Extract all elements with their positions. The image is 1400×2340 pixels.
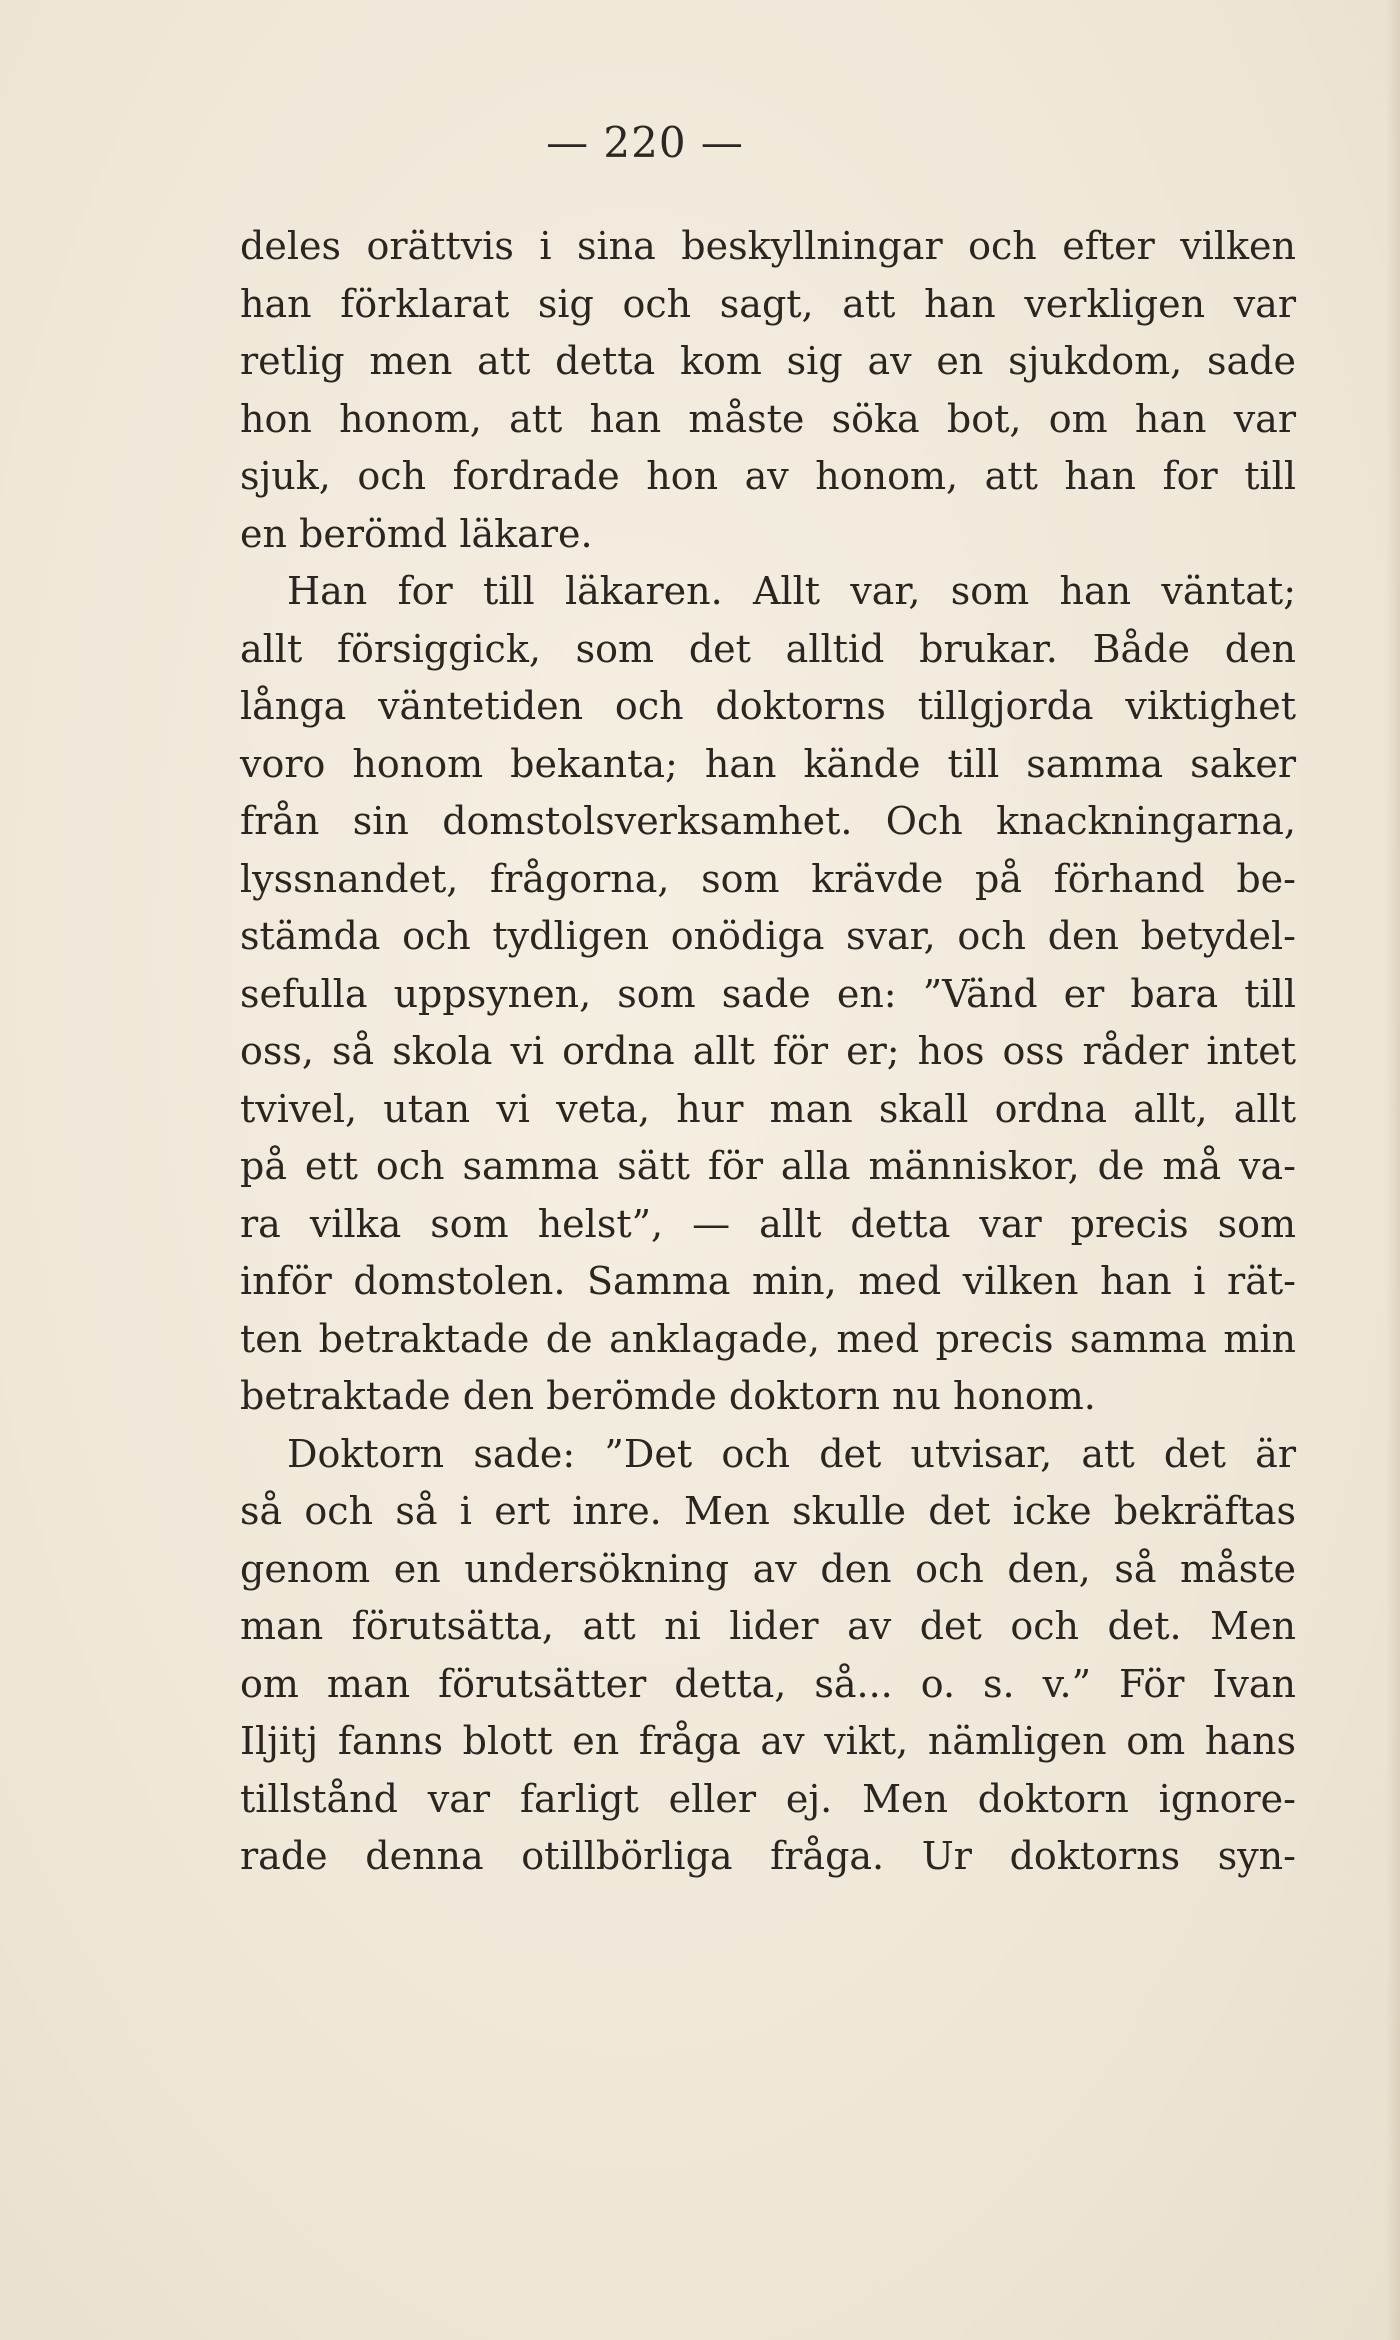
text-line: tvivel, utan vi veta, hur man skall ordna allt, allt: [240, 1086, 1296, 1131]
text-line: Han for till läkaren. Allt var, som han väntat;: [287, 569, 1296, 613]
text-line: voro honom bekanta; han kände till samma saker: [240, 741, 1296, 786]
paragraph-1: [240, 218, 1296, 563]
text-line: deles orättvis i sina beskyllningar och efter vilken: [240, 224, 1296, 268]
text-line: långa väntetiden och doktorns tillgjorda viktighet: [240, 684, 1296, 728]
text-line: ra vilka som helst”, — allt detta var precis som: [240, 1201, 1296, 1246]
text-line: retlig men att detta kom sig av en sjukdom, sade: [240, 339, 1296, 383]
paragraph-2: [240, 563, 1296, 1426]
text-line: på ett och samma sätt för alla människor, de må va-: [240, 1144, 1296, 1188]
page-edge-shadow: [1386, 0, 1400, 2340]
text-line: stämda och tydligen onödiga svar, och den betydel-: [240, 914, 1296, 958]
page-number: — 220 —: [546, 118, 744, 167]
text-line: så och så i ert inre. Men skulle det icke bekräftas: [240, 1489, 1296, 1533]
text-line: rade denna otillbörliga fråga. Ur doktorns syn-: [240, 1834, 1296, 1878]
text-line: Iljitj fanns blott en fråga av vikt, nämligen om hans: [240, 1719, 1296, 1763]
text-line: sjuk, och fordrade hon av honom, att han for till: [240, 454, 1296, 498]
text-line: Doktorn sade: ”Det och det utvisar, att det är: [287, 1431, 1296, 1476]
text-line: han förklarat sig och sagt, att han verkligen var: [240, 281, 1296, 326]
body-text: [240, 218, 1296, 1886]
text-line: genom en undersökning av den och den, så måste: [240, 1546, 1296, 1591]
text-line: ten betraktade de anklagade, med precis samma min: [240, 1316, 1296, 1361]
text-line: sefulla uppsynen, som sade en: ”Vänd er bara till: [240, 971, 1296, 1016]
text-line: hon honom, att han måste söka bot, om han var: [240, 396, 1296, 441]
text-line: inför domstolen. Samma min, med vilken han i rät-: [240, 1259, 1296, 1303]
text-line: om man förutsätter detta, så... o. s. v.” För Ivan: [240, 1661, 1296, 1706]
paragraph-3: [240, 1426, 1296, 1886]
text-line: man förutsätta, att ni lider av det och det. Men: [240, 1604, 1296, 1648]
text-line: tillstånd var farligt eller ej. Men doktorn ignore-: [240, 1776, 1296, 1821]
text-line: allt försiggick, som det alltid brukar. Både den: [240, 626, 1296, 671]
text-line: lyssnandet, frågorna, som krävde på förhand be-: [240, 856, 1296, 901]
text-line: från sin domstolsverksamhet. Och knackningarna,: [240, 799, 1296, 843]
text-line: oss, så skola vi ordna allt för er; hos oss råder intet: [240, 1029, 1296, 1073]
text-line: betraktade den berömde doktorn nu honom.: [240, 1374, 1096, 1418]
text-line: en berömd läkare.: [240, 511, 593, 556]
